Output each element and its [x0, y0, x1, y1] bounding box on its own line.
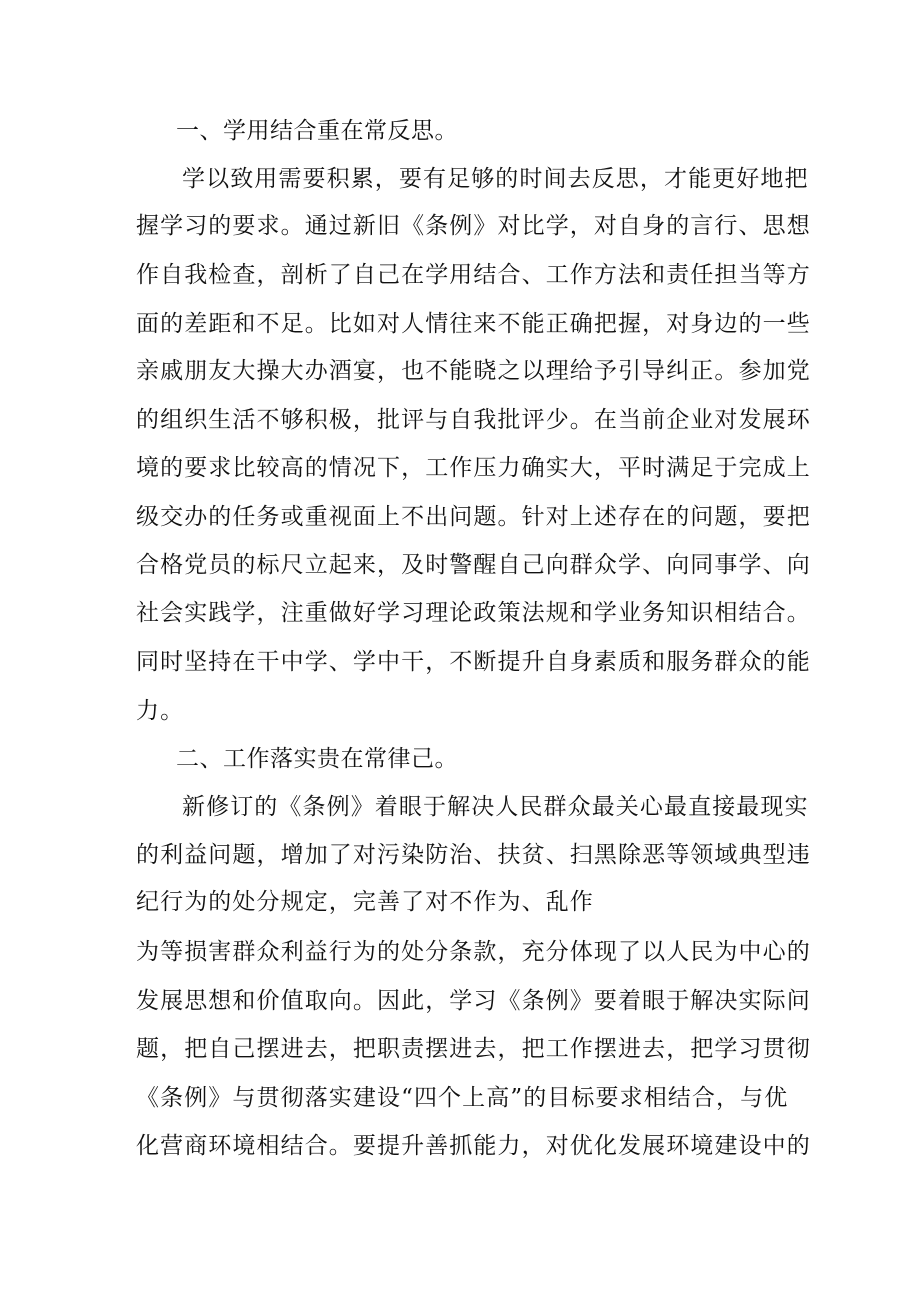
paragraph-line: 《条例》与贯彻落实建设“四个上高”的目标要求相结合，与优	[136, 1085, 789, 1111]
paragraph-line: 级交办的任务或重视面上不出问题。针对上述存在的问题，要把	[136, 504, 811, 530]
paragraph-line: 题，把自己摆进去，把职责摆进去，把工作摆进去，把学习贯彻	[136, 1036, 811, 1062]
paragraph-line: 学以致用需要积累，要有足够的时间去反思，才能更好地把	[182, 166, 809, 192]
paragraph-line: 作自我检查，剖析了自己在学用结合、工作方法和责任担当等方	[136, 262, 811, 288]
paragraph-line: 为等损害群众利益行为的处分条款，充分体现了以人民为中心的	[136, 939, 811, 965]
section-heading-1: 一、学用结合重在常反思。	[176, 118, 458, 144]
paragraph-line: 化营商环境相结合。要提升善抓能力，对优化发展环境建设中的	[136, 1133, 811, 1159]
paragraph-line: 力。	[136, 698, 185, 724]
paragraph-line: 合格党员的标尺立起来，及时警醒自己向群众学、向同事学、向	[136, 552, 811, 578]
paragraph-line: 境的要求比较高的情况下，工作压力确实大，平时满足于完成上	[136, 455, 811, 481]
paragraph-line: 发展思想和价值取向。因此，学习《条例》要着眼于解决实际问	[136, 988, 811, 1014]
paragraph-line: 亲戚朋友大操大办酒宴，也不能晓之以理给予引导纠正。参加党	[136, 358, 811, 384]
paragraph-line: 社会实践学，注重做好学习理论政策法规和学业务知识相结合。	[136, 600, 811, 626]
paragraph-line: 的组织生活不够积极，批评与自我批评少。在当前企业对发展环	[136, 407, 811, 433]
paragraph-line: 同时坚持在干中学、学中干，不断提升自身素质和服务群众的能	[136, 649, 811, 675]
paragraph-line: 握学习的要求。通过新旧《条例》对比学，对自身的言行、思想	[136, 213, 811, 239]
section-heading-2: 二、工作落实贵在常律己。	[176, 746, 458, 772]
paragraph-line: 面的差距和不足。比如对人情往来不能正确把握，对身边的一些	[136, 311, 811, 337]
paragraph-line: 纪行为的处分规定，完善了对不作为、乱作	[136, 889, 594, 915]
paragraph-line: 的利益问题，增加了对污染防治、扶贫、扫黑除恶等领域典型违	[136, 842, 811, 868]
paragraph-line: 新修订的《条例》着眼于解决人民群众最关心最直接最现实	[182, 794, 809, 820]
